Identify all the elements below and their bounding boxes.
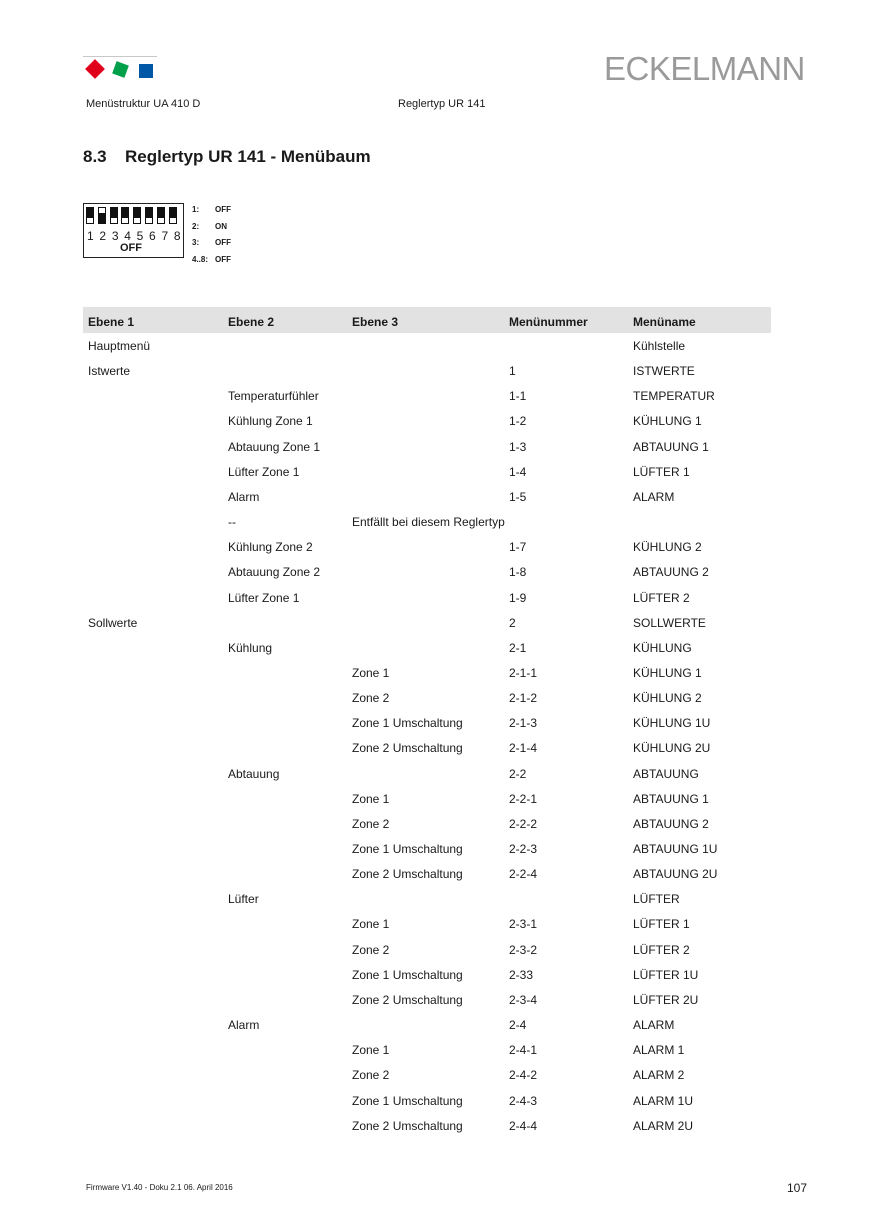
cell-menu-number: 2-2-1 bbox=[509, 791, 538, 806]
eckelmann-logo bbox=[83, 56, 157, 84]
cell-menu-number: 2-4 bbox=[509, 1018, 527, 1033]
cell-menu-number: 1-3 bbox=[509, 439, 527, 454]
table-row bbox=[83, 892, 771, 917]
table-row bbox=[83, 465, 771, 490]
cell-menu-number: 2-4-4 bbox=[509, 1118, 538, 1133]
cell-menu-name: KÜHLUNG 2 bbox=[633, 540, 702, 555]
cell-menu-number: 2-3-4 bbox=[509, 992, 538, 1007]
cell-menu-number: 2-1-1 bbox=[509, 665, 538, 680]
logo-green-diamond bbox=[112, 61, 129, 78]
cell-level-2: Kühlung bbox=[228, 640, 273, 655]
dip-switch-3 bbox=[110, 207, 118, 224]
cell-menu-name: KÜHLUNG 1U bbox=[633, 716, 711, 731]
cell-menu-number: 2-4-1 bbox=[509, 1043, 538, 1058]
cell-level-3: Zone 2 bbox=[352, 691, 390, 706]
dip-legend-value: OFF bbox=[215, 254, 231, 264]
cell-menu-number: 1-8 bbox=[509, 565, 527, 580]
table-row bbox=[83, 1119, 771, 1144]
cell-level-3: Zone 2 Umschaltung bbox=[352, 1118, 463, 1133]
table-row bbox=[83, 414, 771, 439]
column-header-menu-name: Menüname bbox=[633, 315, 696, 329]
cell-menu-number: 2-3-2 bbox=[509, 942, 538, 957]
table-row bbox=[83, 666, 771, 691]
table-row bbox=[83, 993, 771, 1018]
table-row bbox=[83, 867, 771, 892]
dip-switch-8 bbox=[169, 207, 177, 224]
cell-menu-name: KÜHLUNG bbox=[633, 640, 692, 655]
table-row bbox=[83, 691, 771, 716]
dip-switch-5 bbox=[133, 207, 141, 224]
dip-switch-diagram bbox=[83, 203, 184, 258]
dip-legend-row bbox=[192, 205, 231, 222]
table-row bbox=[83, 641, 771, 666]
cell-menu-name: ALARM bbox=[633, 489, 675, 504]
dip-legend-key: 1: bbox=[192, 205, 200, 214]
dip-legend-key: 4..8: bbox=[192, 254, 209, 264]
dip-legend-row bbox=[192, 238, 231, 255]
table-row bbox=[83, 540, 771, 565]
cell-menu-number: 2-1-3 bbox=[509, 716, 538, 731]
cell-menu-number: 1-1 bbox=[509, 389, 527, 404]
cell-level-3: Zone 2 bbox=[352, 942, 390, 957]
column-header-menu-number: Menünummer bbox=[509, 315, 588, 329]
dip-switch-1 bbox=[86, 207, 94, 224]
column-header-level-3: Ebene 3 bbox=[352, 315, 399, 329]
table-row bbox=[83, 339, 771, 364]
dip-switch-row bbox=[86, 207, 182, 227]
cell-menu-name: ISTWERTE bbox=[633, 364, 695, 379]
table-row bbox=[83, 616, 771, 641]
dip-switch-knob bbox=[111, 218, 117, 223]
dip-switch-knob bbox=[87, 218, 93, 223]
logo-blue-square bbox=[139, 64, 153, 78]
cell-menu-name: ALARM 1 bbox=[633, 1043, 685, 1058]
dip-legend-value: ON bbox=[215, 221, 227, 231]
cell-level-1: Sollwerte bbox=[88, 615, 138, 630]
cell-menu-name: LÜFTER bbox=[633, 892, 680, 907]
page-number: 107 bbox=[787, 1181, 808, 1195]
section-title: Reglertyp UR 141 - Menübaum bbox=[125, 147, 371, 166]
cell-level-3: Zone 1 bbox=[352, 1043, 390, 1058]
cell-menu-name: ABTAUUNG 2U bbox=[633, 867, 718, 882]
cell-menu-name: ABTAUUNG 1 bbox=[633, 791, 709, 806]
cell-level-3: Zone 1 Umschaltung bbox=[352, 1093, 463, 1108]
cell-level-3: Entfällt bei diesem Reglertyp bbox=[352, 515, 505, 530]
header-controller-type: Reglertyp UR 141 bbox=[398, 98, 486, 110]
cell-level-3: Zone 1 bbox=[352, 917, 390, 932]
cell-level-3: Zone 2 Umschaltung bbox=[352, 992, 463, 1007]
cell-level-1: Istwerte bbox=[88, 364, 131, 379]
cell-menu-name: LÜFTER 1 bbox=[633, 917, 690, 932]
cell-menu-name: KÜHLUNG 2U bbox=[633, 741, 711, 756]
section-number: 8.3 bbox=[83, 147, 107, 166]
cell-level-2: Temperaturfühler bbox=[228, 389, 319, 404]
table-row bbox=[83, 968, 771, 993]
column-header-level-1: Ebene 1 bbox=[88, 315, 135, 329]
menu-table-header bbox=[83, 307, 771, 333]
table-row bbox=[83, 1043, 771, 1068]
cell-level-1: Hauptmenü bbox=[88, 339, 151, 353]
cell-level-2: Lüfter bbox=[228, 892, 259, 907]
section-heading bbox=[83, 147, 371, 167]
dip-switch-knob bbox=[99, 208, 105, 213]
dip-legend-value: OFF bbox=[215, 205, 231, 214]
table-row bbox=[83, 767, 771, 792]
table-row bbox=[83, 364, 771, 389]
dip-switch-knob bbox=[158, 218, 164, 223]
dip-switch-knob bbox=[170, 218, 176, 223]
dip-switch-2 bbox=[98, 207, 106, 224]
brand-name: ECKELMANN bbox=[604, 50, 805, 87]
cell-menu-number: 2-2 bbox=[509, 766, 527, 781]
cell-menu-name: ALARM 1U bbox=[633, 1093, 694, 1108]
table-row bbox=[83, 917, 771, 942]
table-row bbox=[83, 792, 771, 817]
cell-menu-name: LÜFTER 2 bbox=[633, 942, 690, 957]
cell-level-2: Abtauung bbox=[228, 766, 280, 781]
cell-menu-name: Kühlstelle bbox=[633, 339, 686, 353]
footer-firmware-info: Firmware V1.40 - Doku 2.1 06. April 2016 bbox=[86, 1183, 233, 1192]
cell-menu-number: 1-9 bbox=[509, 590, 527, 605]
table-row bbox=[83, 1068, 771, 1093]
cell-level-2: Lüfter Zone 1 bbox=[228, 464, 300, 479]
cell-menu-number: 2-2-4 bbox=[509, 867, 538, 882]
dip-switch-knob bbox=[122, 218, 128, 223]
dip-legend bbox=[192, 205, 231, 271]
cell-menu-number: 1-4 bbox=[509, 464, 527, 479]
cell-menu-name: ABTAUUNG 1 bbox=[633, 439, 709, 454]
table-row bbox=[83, 716, 771, 741]
cell-level-2: Kühlung Zone 2 bbox=[228, 540, 313, 555]
cell-menu-number: 2-1-4 bbox=[509, 741, 538, 756]
cell-level-3: Zone 1 bbox=[352, 665, 390, 680]
cell-menu-name: ABTAUUNG 2 bbox=[633, 816, 709, 831]
cell-menu-number: 2-4-3 bbox=[509, 1093, 538, 1108]
cell-menu-number: 1-5 bbox=[509, 489, 527, 504]
cell-level-3: Zone 2 Umschaltung bbox=[352, 741, 463, 756]
dip-switch-knob bbox=[146, 218, 152, 223]
cell-menu-number: 2-2-2 bbox=[509, 816, 538, 831]
table-row bbox=[83, 741, 771, 766]
cell-level-2: Abtauung Zone 1 bbox=[228, 439, 321, 454]
cell-menu-number: 1 bbox=[509, 364, 516, 379]
table-row bbox=[83, 842, 771, 867]
cell-level-3: Zone 2 Umschaltung bbox=[352, 867, 463, 882]
cell-menu-name: SOLLWERTE bbox=[633, 615, 706, 630]
cell-level-2: Lüfter Zone 1 bbox=[228, 590, 300, 605]
cell-menu-name: KÜHLUNG 1 bbox=[633, 414, 702, 429]
cell-menu-name: TEMPERATUR bbox=[633, 389, 715, 404]
cell-menu-number: 2-1 bbox=[509, 640, 527, 655]
logo-red-diamond bbox=[85, 59, 105, 79]
table-row bbox=[83, 490, 771, 515]
cell-menu-name: ALARM 2U bbox=[633, 1118, 694, 1133]
cell-menu-number: 1-2 bbox=[509, 414, 527, 429]
cell-menu-number: 2-4-2 bbox=[509, 1068, 538, 1083]
cell-menu-number: 2-2-3 bbox=[509, 842, 538, 856]
table-row bbox=[83, 1094, 771, 1119]
table-row bbox=[83, 515, 771, 540]
cell-menu-name: LÜFTER 1U bbox=[633, 967, 699, 982]
dip-legend-row bbox=[192, 222, 231, 239]
cell-menu-name: ABTAUUNG bbox=[633, 766, 699, 781]
cell-level-2: Abtauung Zone 2 bbox=[228, 565, 321, 580]
dip-off-label: OFF bbox=[120, 242, 142, 254]
cell-menu-name: ABTAUUNG 2 bbox=[633, 565, 709, 580]
cell-menu-number: 2-3-1 bbox=[509, 917, 538, 932]
table-row bbox=[83, 440, 771, 465]
dip-switch-4 bbox=[121, 207, 129, 224]
cell-menu-name: ALARM bbox=[633, 1018, 675, 1033]
cell-level-3: Zone 1 Umschaltung bbox=[352, 967, 463, 982]
cell-menu-number: 2-33 bbox=[509, 967, 534, 982]
cell-menu-name: LÜFTER 2 bbox=[633, 590, 690, 605]
dip-legend-key: 3: bbox=[192, 238, 200, 247]
header-document-title: Menüstruktur UA 410 D bbox=[86, 98, 201, 110]
dip-legend-value: OFF bbox=[215, 238, 231, 247]
table-row bbox=[83, 565, 771, 590]
cell-level-2: Kühlung Zone 1 bbox=[228, 414, 313, 429]
cell-level-3: Zone 1 bbox=[352, 791, 390, 806]
dip-legend-row bbox=[192, 255, 231, 272]
cell-menu-number: 2 bbox=[509, 615, 516, 630]
cell-menu-name: LÜFTER 1 bbox=[633, 464, 690, 479]
cell-level-3: Zone 1 Umschaltung bbox=[352, 842, 463, 856]
cell-menu-name: LÜFTER 2U bbox=[633, 992, 699, 1007]
cell-level-2: -- bbox=[228, 515, 236, 530]
dip-switch-numbers: 1 2 3 4 5 6 7 8 bbox=[87, 229, 182, 243]
dip-switch-knob bbox=[134, 218, 140, 223]
cell-level-3: Zone 2 bbox=[352, 816, 390, 831]
table-row bbox=[83, 943, 771, 968]
cell-menu-number: 1-7 bbox=[509, 540, 527, 555]
cell-menu-name: KÜHLUNG 1 bbox=[633, 665, 702, 680]
cell-menu-name: ALARM 2 bbox=[633, 1068, 685, 1083]
dip-legend-key: 2: bbox=[192, 221, 200, 231]
table-row bbox=[83, 817, 771, 842]
cell-level-2: Alarm bbox=[228, 489, 260, 504]
column-header-level-2: Ebene 2 bbox=[228, 315, 275, 329]
cell-menu-number: 2-1-2 bbox=[509, 691, 538, 706]
cell-level-3: Zone 1 Umschaltung bbox=[352, 716, 463, 731]
cell-level-2: Alarm bbox=[228, 1018, 260, 1033]
table-row bbox=[83, 389, 771, 414]
dip-switch-6 bbox=[145, 207, 153, 224]
table-row bbox=[83, 591, 771, 616]
cell-menu-name: ABTAUUNG 1U bbox=[633, 842, 718, 856]
dip-switch-7 bbox=[157, 207, 165, 224]
cell-level-3: Zone 2 bbox=[352, 1068, 390, 1083]
table-row bbox=[83, 1018, 771, 1043]
cell-menu-name: KÜHLUNG 2 bbox=[633, 691, 702, 706]
